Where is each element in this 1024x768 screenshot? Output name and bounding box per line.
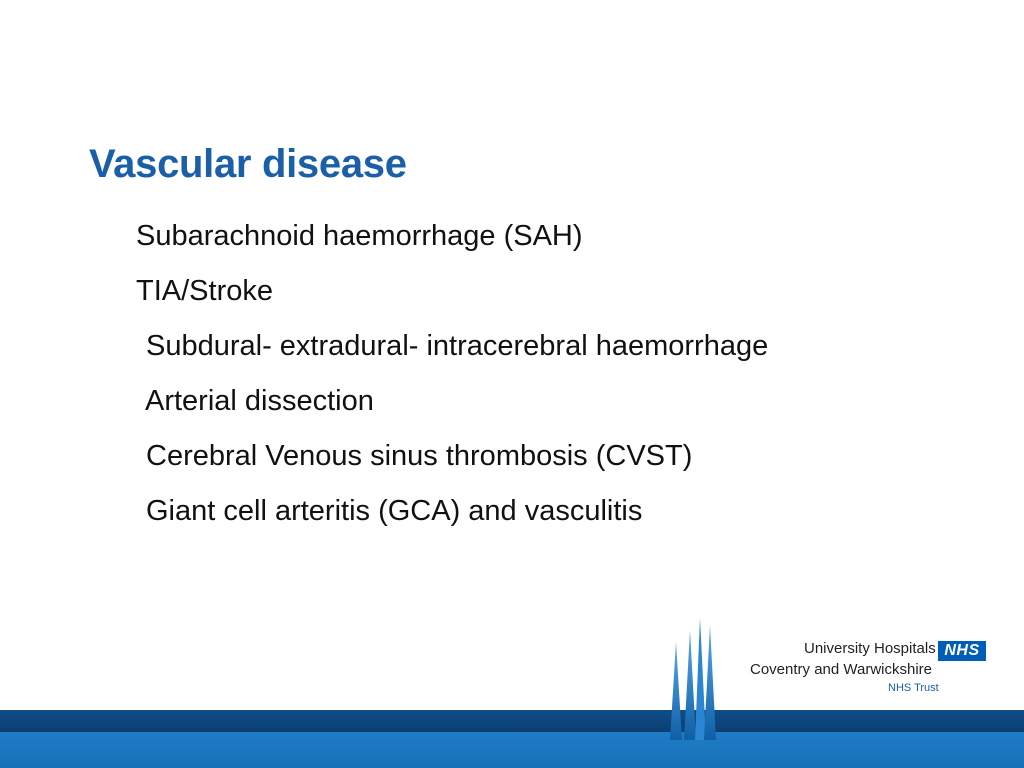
logo-line-2: Coventry and Warwickshire bbox=[750, 661, 932, 678]
footer-band-dark bbox=[0, 710, 1024, 732]
trust-logo bbox=[740, 640, 990, 696]
bullet-item: Giant cell arteritis (GCA) and vasculitis bbox=[146, 495, 643, 527]
footer-band-light bbox=[0, 732, 1024, 768]
bullet-item: Arterial dissection bbox=[145, 385, 374, 417]
logo-line-3: NHS Trust bbox=[888, 682, 939, 694]
bullet-item: TIA/Stroke bbox=[136, 275, 273, 307]
logo-line-1: University Hospitals bbox=[804, 640, 936, 657]
nhs-badge: NHS bbox=[938, 641, 986, 661]
bullet-item: Cerebral Venous sinus thrombosis (CVST) bbox=[146, 440, 693, 472]
bullet-item: Subarachnoid haemorrhage (SAH) bbox=[136, 220, 583, 252]
slide-title: Vascular disease bbox=[89, 142, 407, 186]
bullet-item: Subdural- extradural- intracerebral haemorrhage bbox=[146, 330, 769, 362]
